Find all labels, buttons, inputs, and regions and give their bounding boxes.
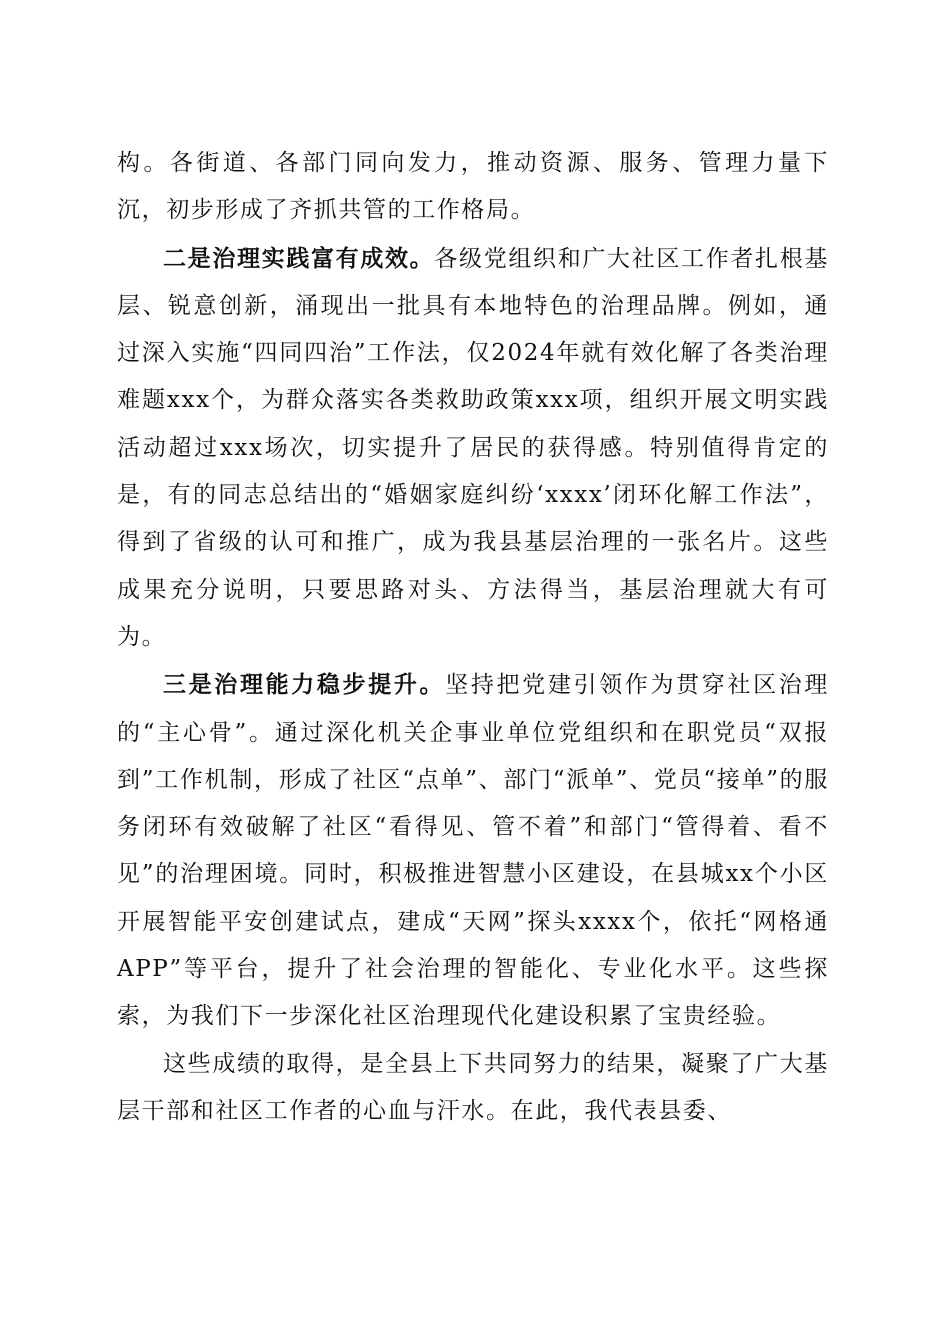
paragraph-lead: 三是治理能力稳步提升。 xyxy=(163,671,446,699)
paragraph-lead: 二是治理实践富有成效。 xyxy=(163,244,435,272)
paragraph-governance-capacity xyxy=(117,661,829,1040)
paragraph-governance-practice xyxy=(117,235,829,662)
paragraph-acknowledgement xyxy=(117,1041,829,1136)
document-body xyxy=(117,140,829,1135)
paragraph-text: 构。各街道、各部门同向发力，推动资源、服务、管理力量下沉，初步形成了齐抓共管的工作格局。 xyxy=(117,150,829,224)
paragraph-continuation xyxy=(117,140,829,235)
paragraph-text: 坚持把党建引领作为贯穿社区治理的“主心骨”。通过深化机关企事业单位党组织和在职党员“双报到”工作机制，形成了社区“点单”、部门“派单”、党员“接单”的服务闭环有效破解了社区“看得见、管不着”和部门“管得着、看不见”的治理困境。同时，积极推进智慧小区建设，在县城xx个小区开展智能平安创建试点，建成“天网”探头xxxx个，依托“网格通APP”等平台，提升了社会治理的智能化、专业化水平。这些探索，为我们下一步深化社区治理现代化建设积累了宝贵经验。 xyxy=(117,672,829,1030)
paragraph-text: 这些成绩的取得，是全县上下共同努力的结果，凝聚了广大基层干部和社区工作者的心血与汗水。在此，我代表县委、 xyxy=(117,1050,829,1124)
paragraph-text: 各级党组织和广大社区工作者扎根基层、锐意创新，涌现出一批具有本地特色的治理品牌。例如，通过深入实施“四同四治”工作法，仅2024年就有效化解了各类治理难题xxx个，为群众落实各类救助政策xxx项，组织开展文明实践活动超过xxx场次，切实提升了居民的获得感。特别值得肯定的是，有的同志总结出的“婚姻家庭纠纷‘xxxx’闭环化解工作法”，得到了省级的认可和推广，成为我县基层治理的一张名片。这些成果充分说明，只要思路对头、方法得当，基层治理就大有可为。 xyxy=(117,245,829,650)
